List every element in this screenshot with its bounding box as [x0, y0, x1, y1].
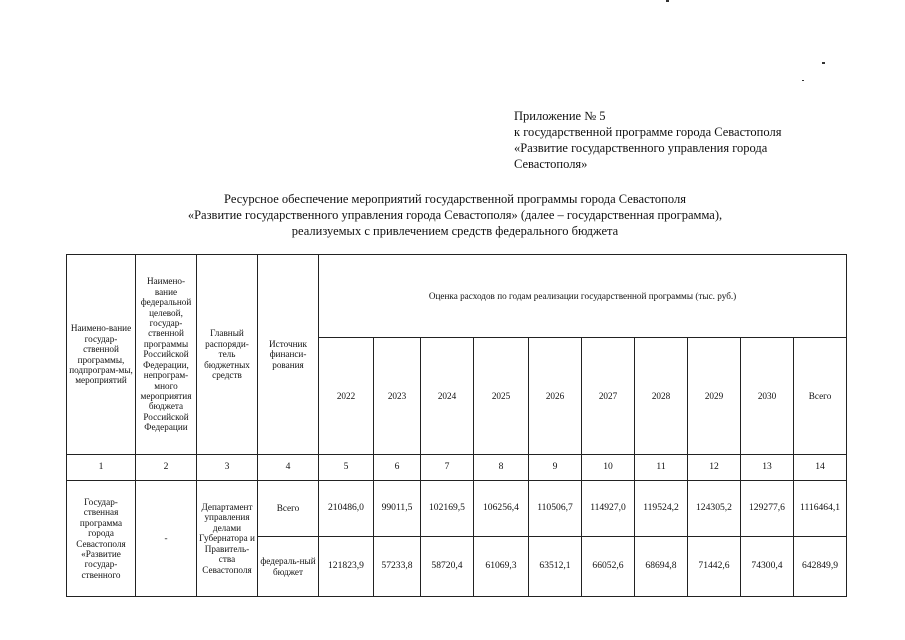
column-number: 2 [136, 455, 197, 481]
funding-source-cell: федераль-ный бюджет [258, 537, 319, 597]
header-year: 2026 [529, 338, 582, 455]
value-cell: 58720,4 [421, 537, 474, 597]
value-cell: 57233,8 [374, 537, 421, 597]
column-number: 6 [374, 455, 421, 481]
value-cell: 114927,0 [582, 481, 635, 537]
header-total: Всего [794, 338, 847, 455]
title-line: Ресурсное обеспечение мероприятий государственной программы города Севастополя [224, 192, 686, 206]
header-budget-manager: Главный распоряди-тель бюджетных средств [197, 255, 258, 455]
value-cell: 99011,5 [374, 481, 421, 537]
total-value-cell: 642849,9 [794, 537, 847, 597]
column-number: 12 [688, 455, 741, 481]
header-funding-source: Источник финанси-рования [258, 255, 319, 455]
column-number: 7 [421, 455, 474, 481]
program-name-cell: Государ-ственная программа города Севастополя «Развитие государ-ственного [67, 481, 136, 597]
column-number: 8 [474, 455, 529, 481]
value-cell: 71442,6 [688, 537, 741, 597]
column-number: 9 [529, 455, 582, 481]
appendix-line: Севастополя» [514, 157, 588, 171]
document-title [60, 191, 850, 239]
header-federal-program: Наимено-вание федеральной целевой, государ-ственной программы Российской Федерации, непрограм-много мероприятия бюджета Российской Федерации [136, 255, 197, 455]
column-number: 3 [197, 455, 258, 481]
header-program-name: Наимено-вание государ-ственной программы, подпрограм-мы, мероприятий [67, 255, 136, 455]
appendix-line: к государственной программе города Севастополя [514, 125, 782, 139]
header-year: 2023 [374, 338, 421, 455]
value-cell: 63512,1 [529, 537, 582, 597]
header-year: 2027 [582, 338, 635, 455]
budget-manager-cell: Департамент управления делами Губернатора и Правитель-ства Севастополя [197, 481, 258, 597]
appendix-header [514, 108, 874, 172]
value-cell: 74300,4 [741, 537, 794, 597]
appendix-line: Приложение № 5 [514, 109, 606, 123]
value-cell: 124305,2 [688, 481, 741, 537]
column-number: 13 [741, 455, 794, 481]
column-number: 5 [319, 455, 374, 481]
title-line: реализуемых с привлечением средств федерального бюджета [291, 224, 619, 238]
column-number: 14 [794, 455, 847, 481]
value-cell: 102169,5 [421, 481, 474, 537]
total-value-cell: 1116464,1 [794, 481, 847, 537]
column-number: 10 [582, 455, 635, 481]
column-number: 1 [67, 455, 136, 481]
value-cell: 61069,3 [474, 537, 529, 597]
funding-source-cell: Всего [258, 481, 319, 537]
value-cell: 129277,6 [741, 481, 794, 537]
value-cell: 210486,0 [319, 481, 374, 537]
table-row [67, 481, 847, 537]
header-year: 2028 [635, 338, 688, 455]
header-year: 2024 [421, 338, 474, 455]
value-cell: 110506,7 [529, 481, 582, 537]
value-cell: 119524,2 [635, 481, 688, 537]
scan-speck [822, 62, 825, 64]
appendix-line: «Развитие государственного управления города [514, 141, 768, 155]
column-number: 4 [258, 455, 319, 481]
scan-speck [666, 0, 669, 2]
scan-speck [802, 80, 804, 81]
header-year: 2025 [474, 338, 529, 455]
value-cell: 68694,8 [635, 537, 688, 597]
column-number: 11 [635, 455, 688, 481]
value-cell: 106256,4 [474, 481, 529, 537]
value-cell: 66052,6 [582, 537, 635, 597]
value-cell: 121823,9 [319, 537, 374, 597]
resource-table [66, 254, 847, 597]
header-year: 2030 [741, 338, 794, 455]
federal-program-cell: - [136, 481, 197, 597]
header-year: 2029 [688, 338, 741, 455]
title-line: «Развитие государственного управления города Севастополя» (далее – государственная программа), [187, 208, 723, 222]
header-expense-estimate: Оценка расходов по годам реализации государственной программы (тыс. руб.) [319, 255, 847, 338]
header-year: 2022 [319, 338, 374, 455]
